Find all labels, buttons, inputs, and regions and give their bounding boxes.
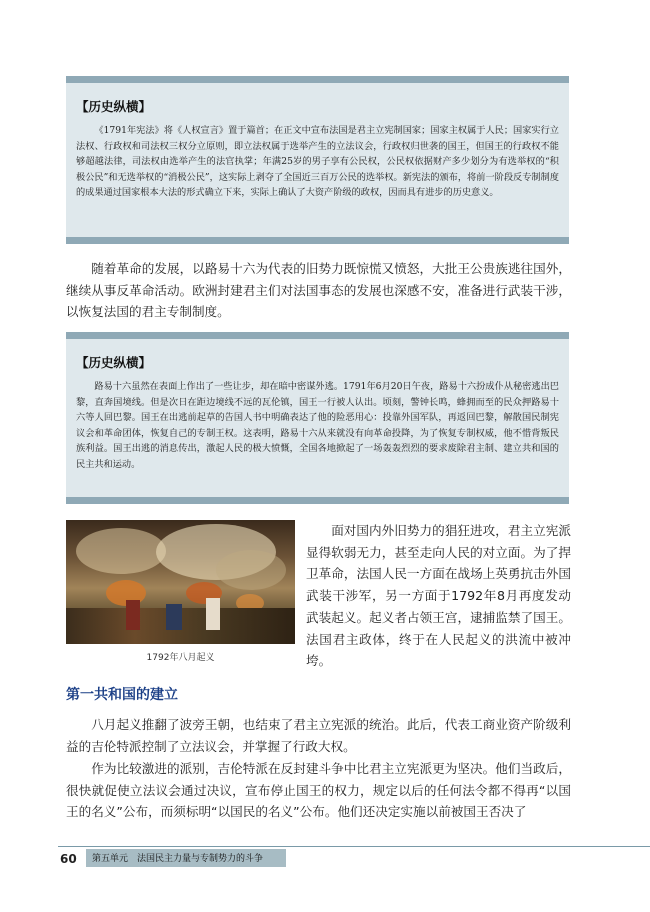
body-paragraph-3: 八月起义推翻了波旁王朝，也结束了君主立宪派的统治。此后，代表工商业资产阶级利益的吉伦特派控制了立法议会，并掌握了行政大权。 — [66, 717, 571, 754]
history-sidebox-constitution — [66, 76, 569, 244]
sidebox-text: 《1791年宪法》将《人权宣言》置于篇首；在正文中宣布法国是君主立宪制国家；国家主权属于人民；国家实行立法权、行政权和司法权三权分立原则，即立法权属于选举产生的立法议会，行政权归世袭的国王，但国王的行政权不能够超越法律，司法权由选举产生的法官执掌；年满25岁的男子享有公民权，公民权依据财产多少划分为有选举权的“积极公民”和无选举权的“消极公民”，这实际上剥夺了全国近三百万公民的选举权。新宪法的颁布，将前一阶段反专制制度的成果通过国家根本大法的形式确立下来，实际上确认了大资产阶级的政权，因而具有进步的历史意义。 — [76, 125, 559, 198]
footer-divider — [58, 846, 650, 847]
sidebox-title: 【历史纵横】 — [76, 355, 152, 370]
unit-title: 第五单元 法国民主力量与专制势力的斗争 — [92, 854, 264, 864]
body-paragraph-4: 作为比较激进的派别，吉伦特派在反封建斗争中比君主立宪派更为坚决。他们当政后，很快就促使立法议会通过决议，宣布停止国王的权力，规定以后的任何法令都不得再“以国王的名义”公布，而须标明“以国民的名义”公布。他们还决定实施以前被国王否决了 — [66, 761, 571, 819]
sidebox-text: 路易十六虽然在表面上作出了一些让步，却在暗中密谋外逃。1791年6月20日午夜，路易十六扮成仆从秘密逃出巴黎，直奔国境线。但是次日在距边境线不远的瓦伦镇，国王一行被人认出。顷刻，警钟长鸣，蜂拥而至的民众押路易十六等人回巴黎。国王在出逃前起草的告国人书中明确表达了他的险恶用心：投靠外国军队，再返回巴黎，解散国民制宪议会和革命团体，恢复自己的专制王权。这表明，路易十六从来就没有向革命投降，为了恢复专制权威，他不惜背叛民族利益。国王出逃的消息传出，激起人民的极大愤慨，全国各地掀起了一场轰轰烈烈的要求废除君主制、建立共和国的民主共和运动。 — [76, 381, 559, 470]
august-uprising-painting — [66, 520, 295, 644]
sidebox-title: 【历史纵横】 — [76, 99, 152, 114]
page-number: 60 — [60, 852, 77, 866]
footer-unit-bar — [86, 849, 286, 867]
history-sidebox-flight — [66, 332, 569, 504]
body-paragraph-1: 随着革命的发展，以路易十六为代表的旧势力既惊慌又愤怒，大批王公贵族逃往国外，继续从事反革命活动。欧洲封建君主们对法国事态的发展也深感不安，准备进行武装干涉，以恢复法国的君主专制制度。 — [66, 261, 571, 319]
body-paragraph-2: 面对国内外旧势力的猖狂进攻，君主立宪派显得软弱无力，甚至走向人民的对立面。为了捍卫革命，法国人民一方面在战场上英勇抗击外国武装干涉军，另一方面于1792年8月再度发动武装起义。起义者占领王宫，逮捕监禁了国王。法国君主政体，终于在人民起义的洪流中被冲垮。 — [306, 523, 571, 669]
figure-caption: 1792年八月起义 — [146, 653, 215, 663]
section-heading: 第一共和国的建立 — [66, 687, 178, 703]
